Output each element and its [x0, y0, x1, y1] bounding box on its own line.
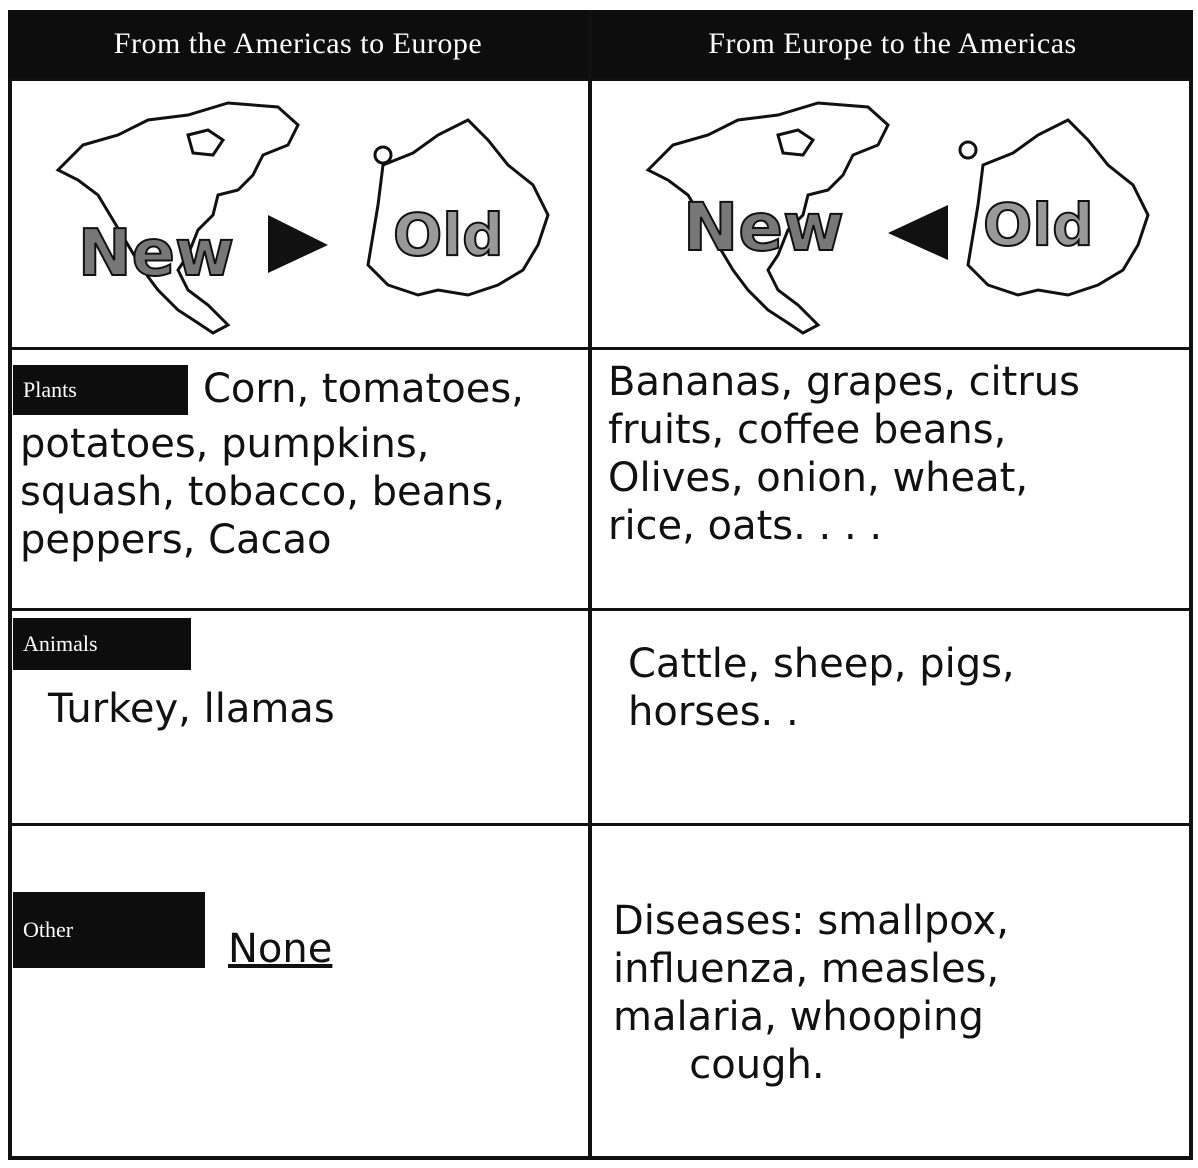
old-world-label: Old — [983, 191, 1094, 259]
map-old-to-new — [628, 95, 1178, 340]
map-new-to-old — [38, 95, 578, 340]
row-divider-plants — [8, 608, 1193, 611]
arrow-right-icon — [268, 215, 328, 273]
header-europe-to-americas: From Europe to the Americas — [592, 10, 1193, 78]
animals-europe-text: Cattle, sheep, pigs, horses. . — [628, 641, 1015, 735]
header-americas-to-europe: From the Americas to Europe — [8, 10, 588, 78]
header-divider — [8, 78, 1193, 81]
row-divider-maps — [8, 347, 1193, 350]
new-world-label: New — [78, 217, 235, 291]
label-plants: Plants — [13, 365, 188, 415]
label-animals: Animals — [13, 618, 191, 670]
plants-americas-first-line: Corn, tomatoes, — [203, 366, 524, 412]
animals-americas-text: Turkey, llamas — [48, 686, 335, 732]
plants-americas-text: potatoes, pumpkins, squash, tobacco, beans, peppers, Cacao — [20, 421, 506, 563]
column-divider — [588, 10, 592, 1160]
row-divider-animals — [8, 823, 1193, 826]
label-other: Other — [13, 892, 205, 968]
other-americas-text: None — [228, 926, 333, 972]
new-world-label: New — [683, 189, 844, 266]
other-europe-text: Diseases: smallpox, influenza, measles, malaria, whooping cough. — [613, 898, 1009, 1088]
worksheet — [8, 10, 1193, 1160]
plants-europe-text: Bananas, grapes, citrus fruits, coffee beans, Olives, onion, wheat, rice, oats. . . . — [608, 359, 1080, 549]
arrow-left-icon — [888, 205, 948, 260]
old-world-label: Old — [393, 201, 504, 269]
